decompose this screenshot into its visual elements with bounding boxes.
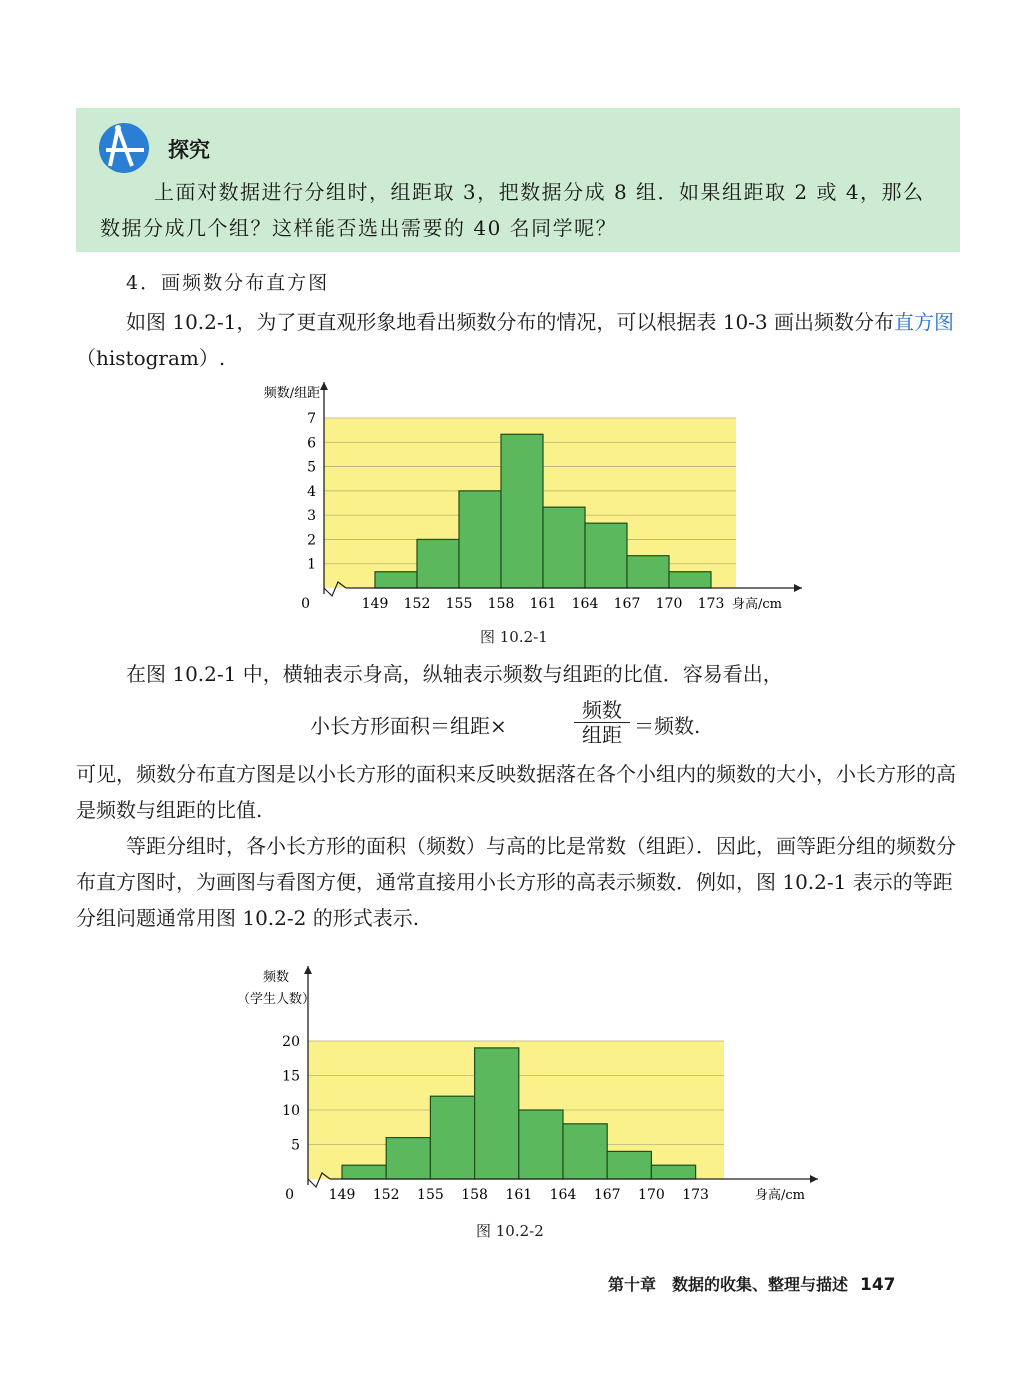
page-footer xyxy=(608,1272,896,1295)
histogram-bar xyxy=(342,1165,386,1179)
formula-lhs: 小长方形面积＝组距× xyxy=(310,714,507,738)
histogram-bar xyxy=(417,539,459,588)
histogram-bar xyxy=(607,1151,651,1179)
x-tick-label: 152 xyxy=(372,1187,400,1203)
histogram-bar xyxy=(501,434,543,588)
y-axis-arrow xyxy=(320,382,328,390)
x-tick-label: 158 xyxy=(461,1187,488,1203)
chart2-caption: 图 10.2-2 xyxy=(476,1222,544,1240)
paragraph-4: 等距分组时，各小长方形的面积（频数）与高的比是常数（组距）．因此，画等距分组的频数分布直方图时，为画图与看图方便，通常直接用小长方形的高表示频数．例如，图 10.2-1 表示的等距分组问题通常用图 10.2-2 的形式表示. xyxy=(76,834,956,930)
x-tick-label: 170 xyxy=(655,596,683,612)
x-tick-label: 170 xyxy=(638,1187,665,1203)
histogram-chart-1 xyxy=(220,380,820,620)
histogram-bar xyxy=(386,1138,430,1179)
y-axis-label: 频数 xyxy=(262,970,290,985)
intro-paragraph xyxy=(76,304,964,376)
origin-label: 0 xyxy=(301,596,310,612)
histogram-chart-2 xyxy=(210,962,830,1212)
paragraph-2: 在图 10.2-1 中，横轴表示身高，纵轴表示频数与组距的比值．容易看出， xyxy=(126,662,783,686)
y-tick-label: 1 xyxy=(307,556,316,573)
histogram-bar xyxy=(375,572,417,588)
x-tick-label: 149 xyxy=(361,596,389,612)
intro-text: 如图 10.2-1，为了更直观形象地看出频数分布的情况，可以根据表 10-3 画出频数分布 xyxy=(126,310,895,334)
explore-text: 上面对数据进行分组时，组距取 3，把数据分成 8 组．如果组距取 2 或 4，那么数据分成几个组？这样能否选出需要的 40 名同学呢？ xyxy=(100,180,925,240)
term-histogram: 直方图 xyxy=(894,310,955,334)
explore-title: 探究 xyxy=(168,138,210,162)
y-tick-label: 3 xyxy=(307,508,316,525)
explore-compass-icon xyxy=(98,120,154,176)
chart1-caption: 图 10.2-1 xyxy=(480,628,548,646)
footer-chapter: 第十章 数据的收集、整理与描述 xyxy=(608,1275,849,1294)
y-tick-label: 4 xyxy=(307,483,316,500)
histogram-bar xyxy=(475,1048,519,1179)
x-tick-label: 161 xyxy=(505,1187,533,1203)
paragraph-3: 可见，频数分布直方图是以小长方形的面积来反映数据落在各个小组内的频数的大小，小长方形的高是频数与组距的比值. xyxy=(76,762,956,822)
section-heading: 4．画频数分布直方图 xyxy=(126,272,330,294)
histogram-bar xyxy=(563,1124,607,1179)
x-axis-arrow xyxy=(810,1175,818,1183)
page-number: 147 xyxy=(860,1275,896,1295)
y-tick-label: 10 xyxy=(282,1103,300,1119)
formula-numerator: 频数 xyxy=(574,698,630,723)
x-tick-label: 167 xyxy=(613,596,641,612)
histogram-bar xyxy=(669,572,711,588)
y-axis-label: 频数/组距 xyxy=(263,386,321,401)
x-tick-label: 155 xyxy=(417,1187,444,1203)
x-tick-label: 173 xyxy=(697,596,725,612)
intro-text-end: （histogram）. xyxy=(76,346,226,370)
x-tick-label: 158 xyxy=(487,596,515,612)
explore-box xyxy=(76,108,960,252)
y-tick-label: 2 xyxy=(307,532,316,549)
x-tick-label: 167 xyxy=(593,1187,621,1203)
histogram-bar xyxy=(543,507,585,588)
x-tick-label: 149 xyxy=(328,1187,356,1203)
y-tick-label: 7 xyxy=(307,411,316,427)
formula-fraction xyxy=(574,698,630,747)
formula-rhs: ＝频数. xyxy=(634,714,701,738)
x-tick-label: 152 xyxy=(403,596,431,612)
x-tick-label: 173 xyxy=(682,1187,709,1203)
y-tick-label: 5 xyxy=(291,1137,300,1154)
x-axis-label: 身高/cm xyxy=(732,597,782,612)
y-tick-label: 15 xyxy=(282,1068,300,1085)
origin-label: 0 xyxy=(285,1187,294,1203)
formula-denominator: 组距 xyxy=(582,723,622,747)
x-axis-arrow xyxy=(794,584,802,592)
x-tick-label: 164 xyxy=(549,1187,577,1203)
x-tick-label: 161 xyxy=(529,596,557,612)
histogram-bar xyxy=(519,1110,563,1179)
y-axis-arrow xyxy=(304,966,312,974)
y-tick-label: 6 xyxy=(307,435,316,452)
x-tick-label: 164 xyxy=(571,596,599,612)
y-tick-label: 20 xyxy=(282,1034,300,1050)
histogram-bar xyxy=(459,491,501,588)
x-axis-label: 身高/cm xyxy=(755,1188,805,1203)
histogram-bar xyxy=(430,1096,474,1179)
histogram-bar xyxy=(585,523,627,588)
histogram-bar xyxy=(627,556,669,588)
y-axis-label-2: （学生人数） xyxy=(236,992,316,1007)
x-tick-label: 155 xyxy=(445,596,473,612)
histogram-bar xyxy=(651,1165,695,1179)
y-tick-label: 5 xyxy=(307,459,316,476)
